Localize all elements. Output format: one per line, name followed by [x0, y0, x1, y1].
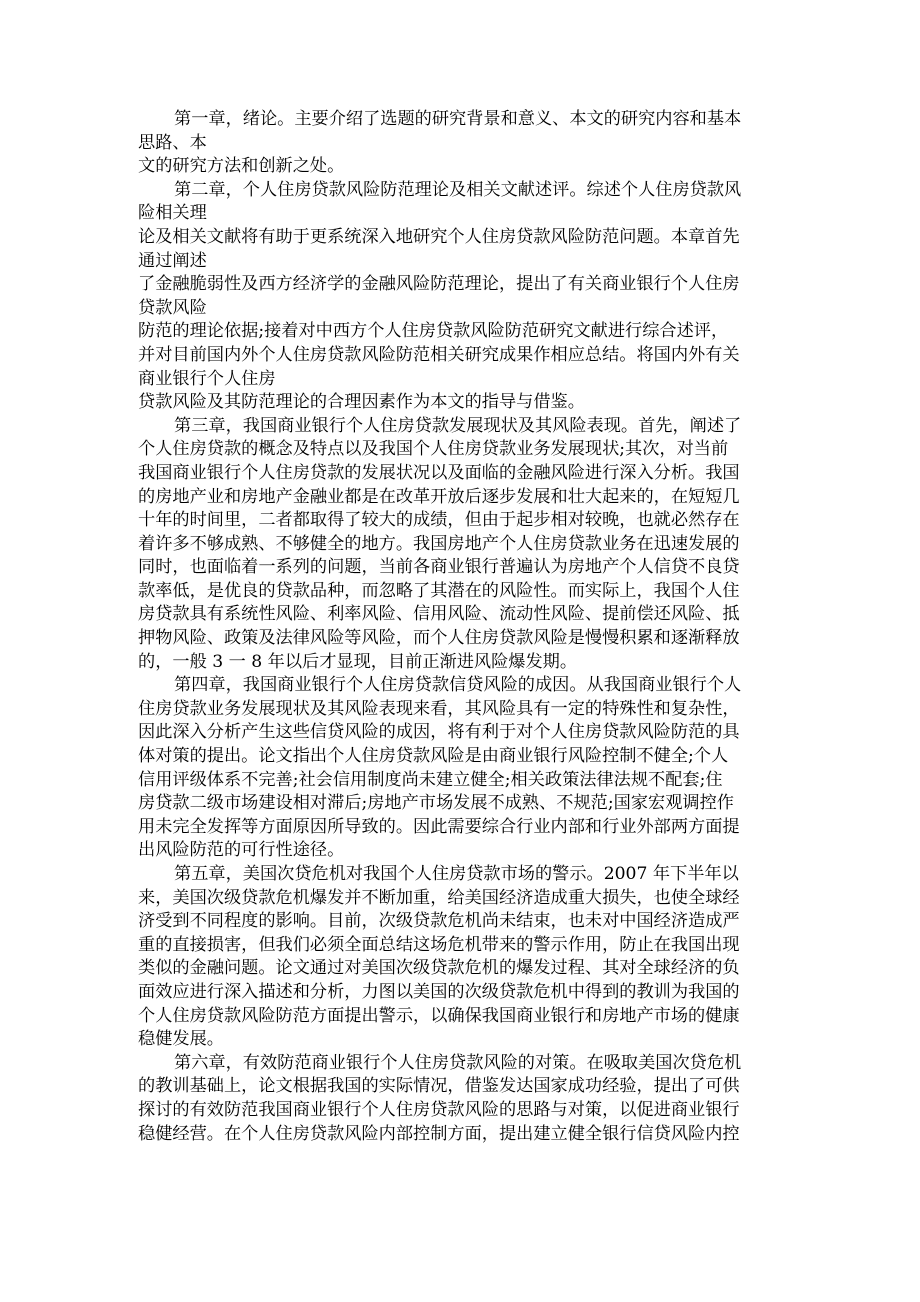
- text-line: 体对策的提出。论文指出个人住房贷款风险是由商业银行风险控制不健全;个人: [138, 746, 729, 767]
- text-line: 信用评级体系不完善;社会信用制度尚未建立健全;相关政策法律法规不配套;住: [138, 769, 723, 790]
- text-line: 的房地产业和房地产金融业都是在改革开放后逐步发展和壮大起来的，在短短几: [138, 486, 740, 507]
- text-line: 论及相关文献将有助于更系统深入地研究个人住房贷款风险防范问题。本章首先: [138, 226, 740, 247]
- text-line: 济受到不同程度的影响。目前，次级贷款危机尚未结束，也未对中国经济造成严: [138, 911, 740, 932]
- text-line: 防范的理论依据;接着对中西方个人住房贷款风险防范研究文献进行综合述评，: [138, 321, 729, 342]
- text-line: 探讨的有效防范我国商业银行个人住房贷款风险的思路与对策，以促进商业银行: [138, 1099, 740, 1120]
- text-line: 贷款风险: [138, 297, 207, 318]
- document-body: [138, 108, 788, 1146]
- text-line: 贷款风险及其防范理论的合理因素作为本文的指导与借鉴。: [138, 392, 585, 413]
- text-line: 来，美国次级贷款危机爆发并不断加重，给美国经济造成重大损失，也使全球经: [138, 887, 740, 908]
- text-line: 了金融脆弱性及西方经济学的金融风险防范理论，提出了有关商业银行个人住房: [138, 274, 740, 295]
- text-line: 并对目前国内外个人住房贷款风险防范相关研究成果作相应总结。将国内外有关: [138, 344, 740, 365]
- text-line: 同时，也面临着一系列的问题，当前各商业银行普遍认为房地产个人信贷不良贷: [138, 557, 740, 578]
- text-line: 稳健发展。: [138, 1029, 224, 1050]
- text-line: 商业银行个人住房: [138, 368, 276, 389]
- text-line: 着许多不够成熟、不够健全的地方。我国房地产个人住房贷款业务在迅速发展的: [138, 533, 740, 554]
- text-line: 十年的时间里，二者都取得了较大的成绩，但由于起步相对较晚，也就必然存在: [138, 510, 740, 531]
- paragraph-first-line: 第四章，我国商业银行个人住房贷款信贷风险的成因。从我国商业银行个人: [174, 675, 742, 696]
- text-line: 险相关理: [138, 203, 207, 224]
- paragraph-first-line: 第三章，我国商业银行个人住房贷款发展现状及其风险表现。首先，阐述了: [174, 415, 742, 436]
- text-line: 重的直接损害，但我们必须全面总结这场危机带来的警示作用，防止在我国出现: [138, 934, 740, 955]
- text-line: 出风险防范的可行性途径。: [138, 840, 345, 861]
- text-line: 通过阐述: [138, 250, 207, 271]
- text-line: 稳健经营。在个人住房贷款风险内部控制方面，提出建立健全银行信贷风险内控: [138, 1123, 740, 1144]
- text-line: 住房贷款业务发展现状及其风险表现来看，其风险具有一定的特殊性和复杂性，: [138, 698, 740, 719]
- paragraph-first-line: 第六章，有效防范商业银行个人住房贷款风险的对策。在吸取美国次贷危机: [174, 1052, 742, 1073]
- text-line: 的教训基础上，论文根据我国的实际情况，借鉴发达国家成功经验，提出了可供: [138, 1076, 740, 1097]
- text-line: 款率低，是优良的贷款品种，而忽略了其潜在的风险性。而实际上，我国个人住: [138, 580, 740, 601]
- text-line: 面效应进行深入描述和分析，力图以美国的次级贷款危机中得到的教训为我国的: [138, 981, 740, 1002]
- text-line: 思路、本: [138, 132, 207, 153]
- text-line: 个人住房贷款的概念及特点以及我国个人住房贷款业务发展现状;其次，对当前: [138, 439, 729, 460]
- text-line: 文的研究方法和创新之处。: [138, 156, 345, 177]
- paragraph-first-line: 第五章，美国次贷危机对我国个人住房贷款市场的警示。2007 年下半年以: [174, 864, 739, 884]
- paragraph-first-line: 第二章，个人住房贷款风险防范理论及相关文献述评。综述个人住房贷款风: [174, 179, 742, 200]
- text-line: 押物风险、政策及法律风险等风险，而个人住房贷款风险是慢慢积累和逐渐释放: [138, 628, 740, 649]
- text-line: 用未完全发挥等方面原因所导致的。因此需要综合行业内部和行业外部两方面提: [138, 816, 740, 837]
- text-line: 因此深入分析产生这些信贷风险的成因，将有利于对个人住房贷款风险防范的具: [138, 722, 740, 743]
- paragraph-first-line: 第一章，绪论。主要介绍了选题的研究背景和意义、本文的研究内容和基本: [174, 109, 742, 129]
- text-line: 的，一般 3 一 8 年以后才显现，目前正渐进风险爆发期。: [138, 651, 578, 672]
- text-line: 类似的金融问题。论文通过对美国次级贷款危机的爆发过程、其对全球经济的负: [138, 958, 740, 979]
- text-line: 房贷款二级市场建设相对滞后;房地产市场发展不成熟、不规范;国家宏观调控作: [138, 793, 734, 814]
- text-line: 个人住房贷款风险防范方面提出警示，以确保我国商业银行和房地产市场的健康: [138, 1005, 740, 1026]
- text-line: 我国商业银行个人住房贷款的发展状况以及面临的金融风险进行深入分析。我国: [138, 462, 740, 483]
- text-line: 房贷款具有系统性风险、利率风险、信用风险、流动性风险、提前偿还风险、抵: [138, 604, 740, 625]
